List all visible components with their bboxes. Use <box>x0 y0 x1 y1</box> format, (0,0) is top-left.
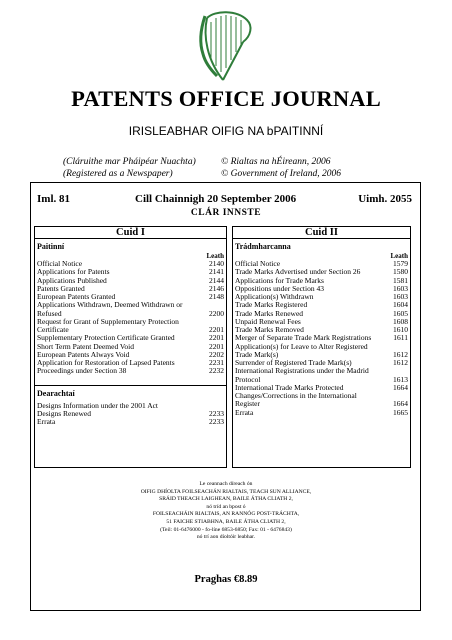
entry-page: 2148 <box>209 292 224 301</box>
copyright-irish: © Rialtas na hÉireann, 2006 <box>221 157 331 167</box>
notice-line: (Teil: 01-6476000 - fo-líne 6853-6850; Fax: 01 - 6476843) <box>160 526 292 533</box>
entry-label: Trade Marks Advertised under Section 26 <box>235 267 361 277</box>
entry-label: Applications Withdrawn, Deemed Withdrawn or <box>37 300 183 310</box>
entry-page: 1612 <box>393 358 408 367</box>
entry-label: Short Term Patent Deemed Void <box>37 341 134 351</box>
entry-label: Trade Marks Removed <box>235 325 304 334</box>
contents-entry <box>35 418 226 426</box>
issue-number: Uimh. 2055 <box>358 193 412 205</box>
contents-entry <box>233 400 410 408</box>
entry-label: European Patents Always Void <box>37 349 130 359</box>
entry-label: Application(s) Withdrawn <box>235 292 314 301</box>
part2-panel <box>232 226 411 468</box>
entry-label: Designs Renewed <box>37 408 91 418</box>
entry-page: 2141 <box>209 267 224 277</box>
entry-label: Surrender of Registered Trade Mark(s) <box>235 358 352 367</box>
entry-page: 2201 <box>209 341 224 351</box>
entry-page: 2201 <box>209 325 224 334</box>
entry-label: Trade Mark(s) <box>235 349 279 359</box>
contents-entry <box>35 410 226 418</box>
notice-line: Le ceannach díreach ón <box>199 481 253 487</box>
entry-label: Trade Marks Registered <box>235 300 308 310</box>
entry-label: Supplementary Protection Certificate Granted <box>37 333 175 343</box>
notice-line: nó tríd an bpost ó <box>206 503 246 510</box>
notice-line: OIFIG DHÍOLTA FOILSEACHÁN RIALTAIS, TEACH SUN ALLIANCE, <box>140 488 312 495</box>
entry-label: Official Notice <box>235 259 281 268</box>
notice-line: nó trí aon díoltóir leabhar. <box>196 534 256 541</box>
journal-title: PATENTS OFFICE JOURNAL <box>71 86 381 111</box>
price: Praghas €8.89 <box>194 574 258 585</box>
entry-label: Errata <box>235 407 254 417</box>
section-divider <box>35 385 226 386</box>
entry-page: 1664 <box>393 382 408 392</box>
entry-label: Applications for Trade Marks <box>235 275 324 285</box>
entry-page: 1612 <box>393 349 408 359</box>
entry-page: 2144 <box>209 275 224 285</box>
entry-page: 1579 <box>393 259 408 268</box>
entry-label: Refused <box>37 308 62 318</box>
page-column-label: Leath <box>206 252 224 260</box>
entry-label: Proceedings under Section 38 <box>37 366 127 376</box>
contents-entry <box>35 301 226 309</box>
entry-label: Oppositions under Section 43 <box>235 283 324 293</box>
entry-page: 2232 <box>209 366 224 376</box>
issue-date: Cill Chainnigh 20 September 2006 <box>135 193 297 205</box>
page-column-label: Leath <box>390 252 408 260</box>
entry-page: 1603 <box>393 292 408 301</box>
entry-page: 2202 <box>209 349 224 359</box>
patents-section-heading: Paitinní <box>37 242 65 251</box>
entry-label: International Registrations under the Madrid <box>235 366 369 376</box>
entry-page: 2233 <box>209 417 224 426</box>
entry-label: Official Notice <box>37 259 83 268</box>
entry-page: 2231 <box>209 358 224 367</box>
entry-label: European Patents Granted <box>37 292 116 301</box>
part1-panel <box>34 226 227 468</box>
trademarks-list <box>233 260 410 417</box>
entry-label: Protocol <box>235 374 261 384</box>
entry-page: 2201 <box>209 333 224 343</box>
part1-title: Cuid I <box>35 227 226 239</box>
entry-page: 2146 <box>209 283 224 293</box>
entry-label: Designs Information under the 2001 Act <box>37 400 159 410</box>
purchase-notice <box>0 481 452 542</box>
journal-subtitle: IRISLEABHAR OIFIG NA bPAITINNÍ <box>128 124 324 138</box>
part2-title: Cuid II <box>233 227 410 239</box>
entry-page: 1603 <box>393 283 408 293</box>
trademarks-section-heading: Trádmharcanna <box>235 242 291 251</box>
entry-page: 1665 <box>393 407 408 417</box>
entry-page: 1613 <box>393 374 408 384</box>
entry-label: Merger of Separate Trade Mark Registrations <box>235 333 372 343</box>
entry-label: Register <box>235 399 260 409</box>
contents-entry <box>35 367 226 375</box>
copyright-note <box>221 156 341 180</box>
entry-label: Application for Restoration of Lapsed Patents <box>37 358 175 367</box>
designs-list <box>35 402 226 427</box>
entry-label: Errata <box>37 417 56 426</box>
patents-list <box>35 260 226 376</box>
entry-page: 1608 <box>393 316 408 326</box>
entry-label: Request for Grant of Supplementary Protection <box>37 316 179 326</box>
harp-emblem <box>193 8 257 84</box>
entry-page: 1611 <box>393 333 408 343</box>
entry-label: Application(s) for Leave to Alter Registered <box>235 341 368 351</box>
entry-page: 2140 <box>209 259 224 268</box>
entry-label: Certificate <box>37 325 69 334</box>
entry-page: 1664 <box>393 399 408 409</box>
registration-irish: (Cláruithe mar Pháipéar Nuachta) <box>63 157 196 167</box>
entry-page: 1580 <box>393 267 408 277</box>
notice-line: FOILSEACHÁIN RIALTAIS, AN RANNÓG POST-TRÁCHTA, <box>152 511 300 518</box>
notice-line: SRÁID THEACH LAIGHEAN, BAILE ÁTHA CLIATH 2, <box>159 496 293 503</box>
contents-title: CLÁR INNSTE <box>190 208 262 218</box>
entry-page: 1604 <box>393 300 408 310</box>
entry-label: Changes/Corrections in the International <box>235 391 357 400</box>
entry-page: 2200 <box>209 308 224 318</box>
entry-label: Patents Granted <box>37 283 85 293</box>
entry-label: Applications for Patents <box>37 267 110 277</box>
entry-label: Trade Marks Renewed <box>235 308 304 318</box>
entry-page: 2233 <box>209 408 224 418</box>
contents-entry <box>233 409 410 417</box>
entry-label: International Trade Marks Protected <box>235 382 344 392</box>
registration-note <box>63 156 196 180</box>
notice-line: 51 FAICHE STIABHNA, BAILE ÁTHA CLIATH 2, <box>166 518 286 525</box>
designs-section-heading: Dearachtaí <box>37 388 75 398</box>
entry-label: Unpaid Renewal Fees <box>235 316 301 326</box>
entry-page: 1605 <box>393 308 408 318</box>
issue-volume: Iml. 81 <box>37 193 70 205</box>
entry-page: 1581 <box>393 275 408 285</box>
entry-page: 1610 <box>393 325 408 334</box>
registration-english: (Registered as a Newspaper) <box>63 169 173 179</box>
entry-label: Applications Published <box>37 275 107 285</box>
copyright-english: © Government of Ireland, 2006 <box>221 169 342 179</box>
